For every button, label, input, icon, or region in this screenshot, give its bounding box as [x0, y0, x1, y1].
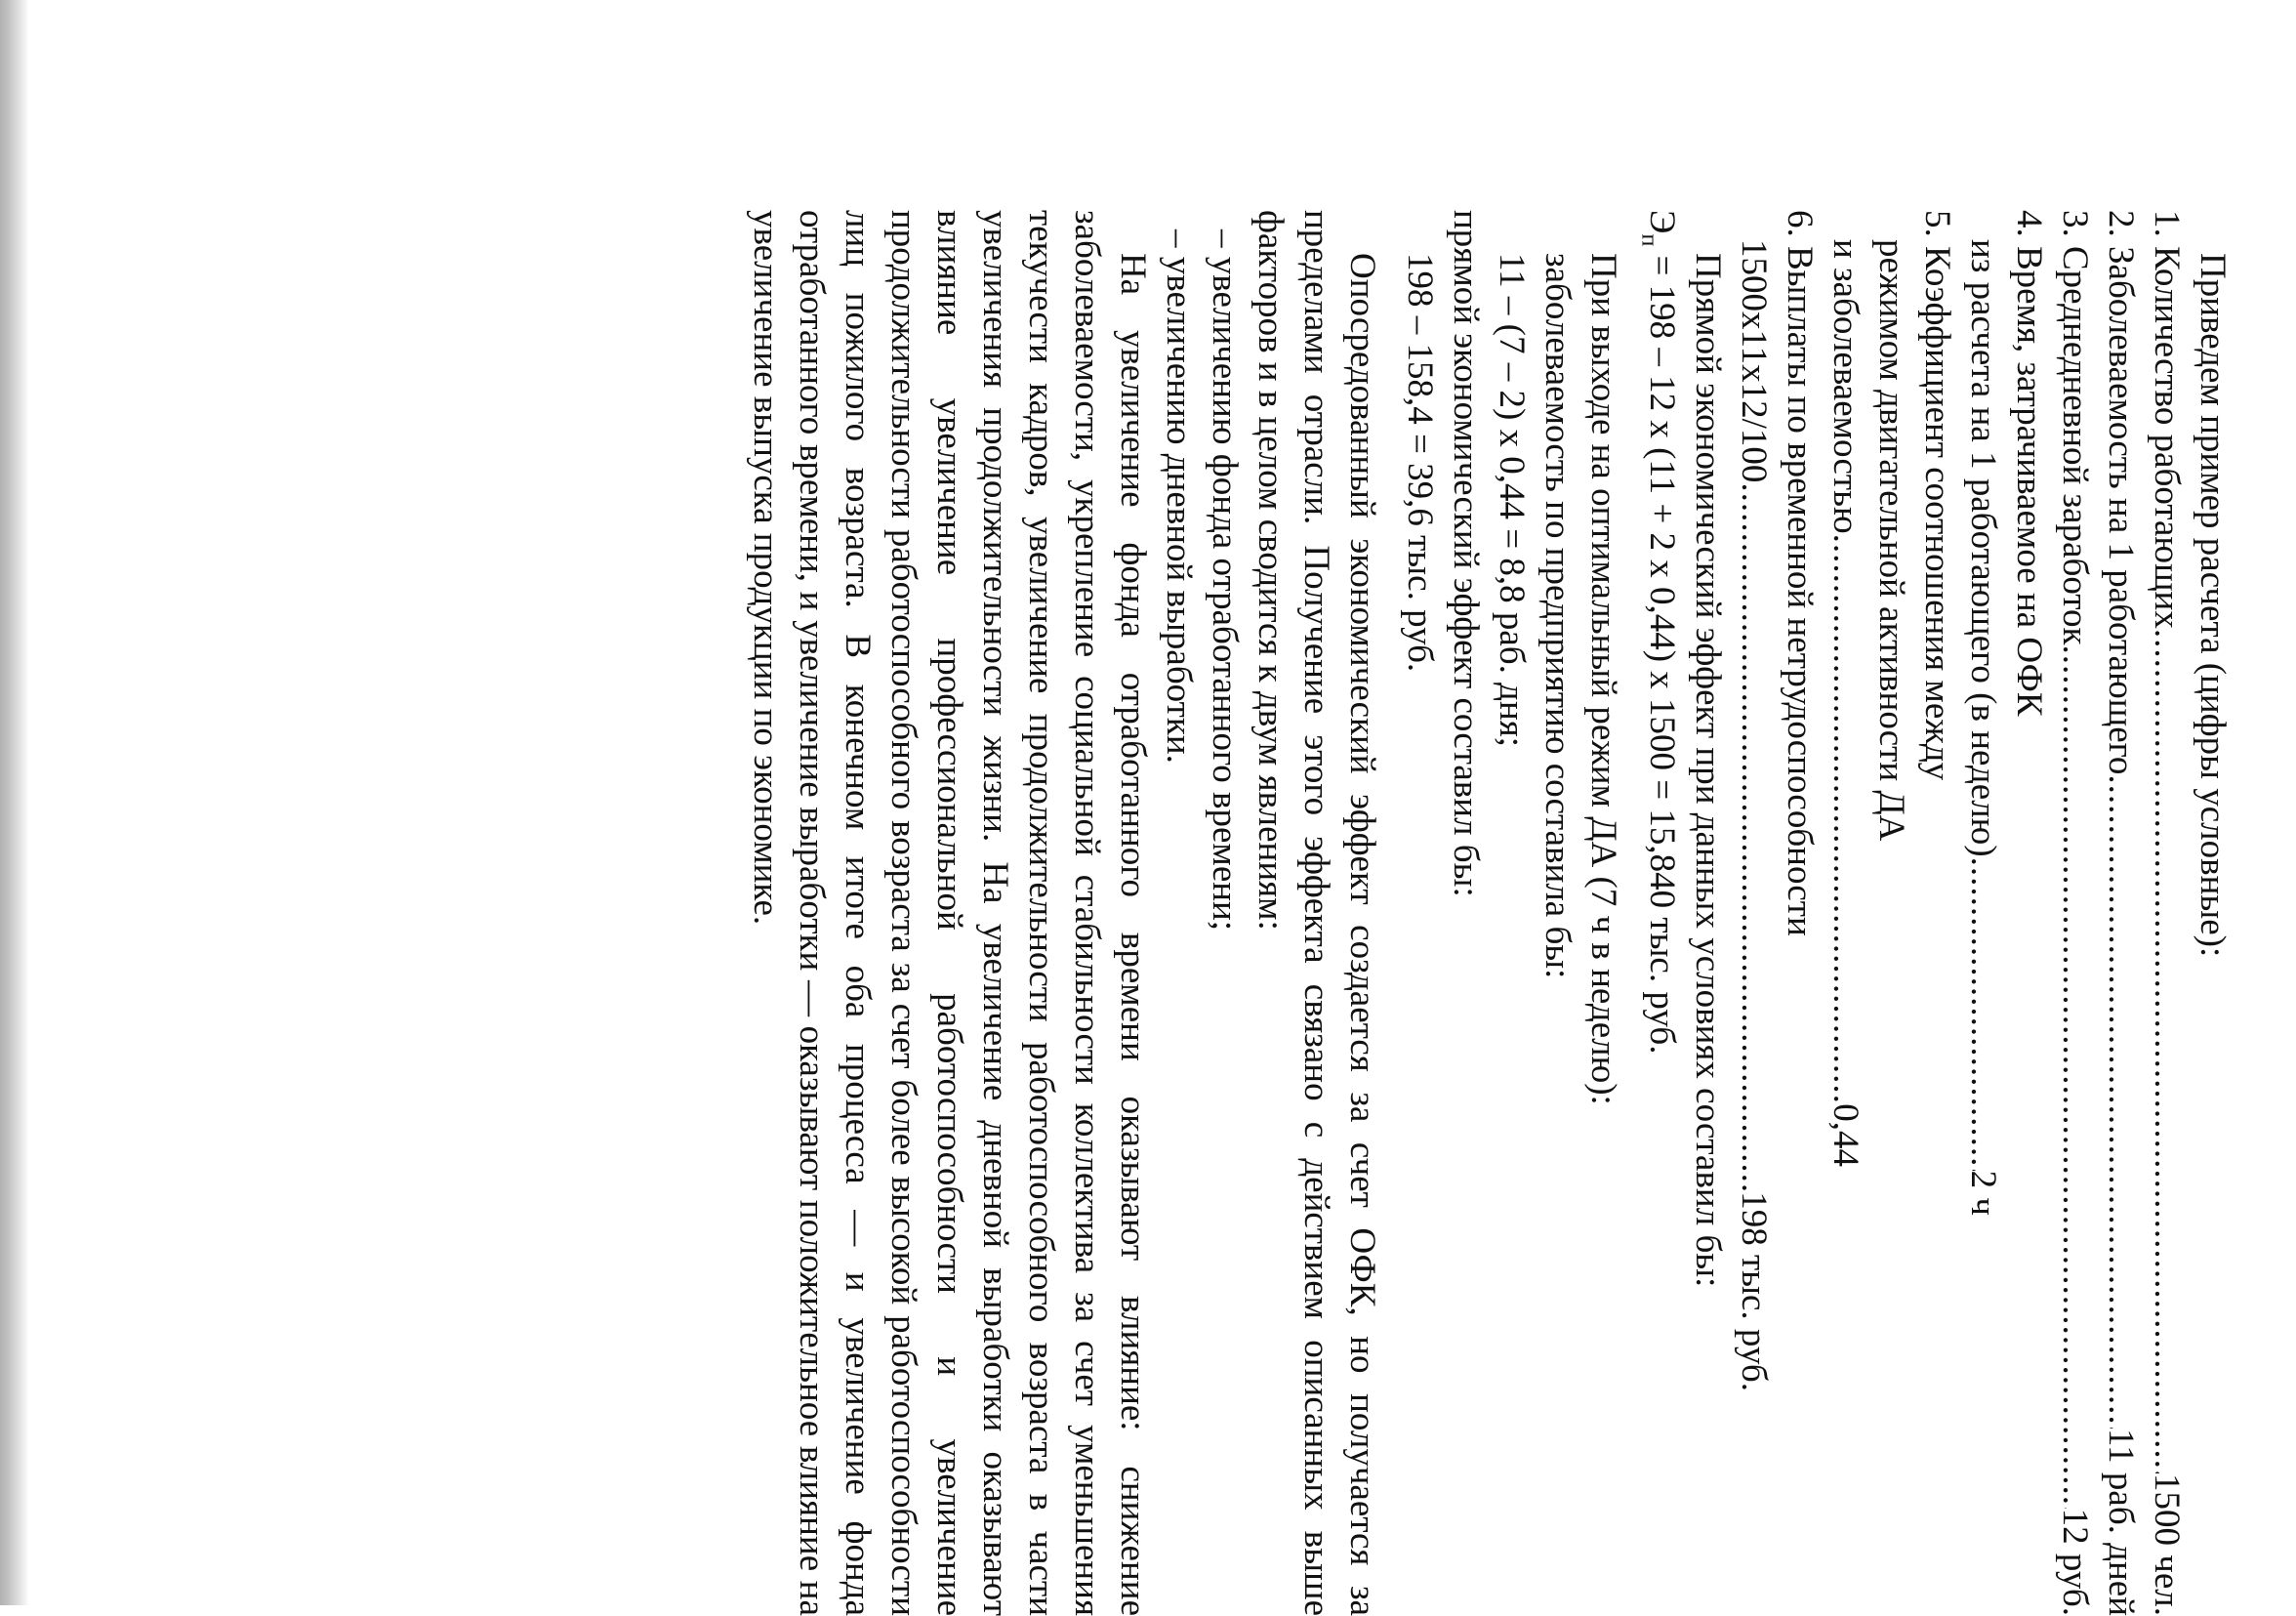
list-item-dash: – увеличению фонда отработанного времени;	[1204, 229, 1245, 932]
list-item: 5. Коэффициент соотношения между	[1917, 210, 1957, 781]
direct-effect-would-be: прямой экономический эффект составил бы:	[1445, 210, 1486, 897]
paragraph-indirect-effect: Опосредованный экономический эффект создается за счет ОФК, но получается за пределами отрасли. Получение этого эффекта связано с действием описанных выше факторов и в целом сводится к двум явлениям:	[1250, 210, 1382, 1616]
list-item: 1. Количество работающих ..... 1500 чел.	[2144, 210, 2190, 1616]
optimal-mode-text: При выходе на оптимальный режим ДА (7 ч в неделю): заболеваемость по предприятию составила бы:	[1537, 253, 1623, 1105]
rotated-page-text	[743, 210, 2235, 1616]
list-item: 2. Заболеваемость на 1 работающего ..... 11 раб. дней	[2098, 210, 2144, 1616]
formula-sickness: 11 – (7 – 2) х 0,44 = 8,8 раб. дня;	[1491, 253, 1532, 748]
intro-line: Приведем пример расчета (цифры условные):	[2193, 253, 2233, 958]
formula-result: 198 – 158,4 = 39,6 тыс. руб.	[1399, 253, 1440, 673]
list-item: режимом двигательной активности ДА	[1871, 239, 1911, 842]
list-item: из расчета на 1 работающего (в неделю) ..... 2 ч	[1960, 210, 2006, 1216]
paragraph-final: На увеличение фонда отработанного времени оказывают влияние: снижение заболеваемости, укрепление социальной стабильности коллектива за счет уменьшения текучести кадров, увеличение продолжительности работоспособного возраста в части увеличения продолжительности жизни. На увеличение дневной выработки оказывают влияние увеличение профессиональной работоспособности и увеличение продолжительности работоспособного возраста за счет более высокой работоспособности лиц пожилого возраста. В конечном итоге оба процесса — и увеличение фонда отработанного времени, и увеличение выработки — оказывают положительное влияние на увеличение выпуска продукции по экономике.	[745, 210, 1153, 1616]
list-item: 3. Среднедневной заработок ..... 12 руб.	[2052, 210, 2098, 1616]
list-item: 6. Выплаты по временной нетрудоспособности	[1780, 210, 1820, 936]
formula-direct-effect: $Э_п = 198 - 12$ х (11 + 2 х 0,44) х 1500 = 15,840 тыс. руб.	[1636, 210, 1682, 1055]
list-item: 4. Время, затрачиваемое на ОФК	[2009, 210, 2049, 717]
scan-edge-shadow	[0, 0, 29, 1605]
list-item: и заболеваемостью ..... 0,44	[1823, 210, 1868, 1167]
direct-effect-intro: Прямой экономический эффект при данных условиях составил бы:	[1688, 253, 1728, 1288]
list-item-dash: – увеличению дневной выработки.	[1158, 229, 1199, 764]
list-item: 1500х11х12/100 ..... 198 тыс. руб.	[1731, 210, 1777, 1391]
